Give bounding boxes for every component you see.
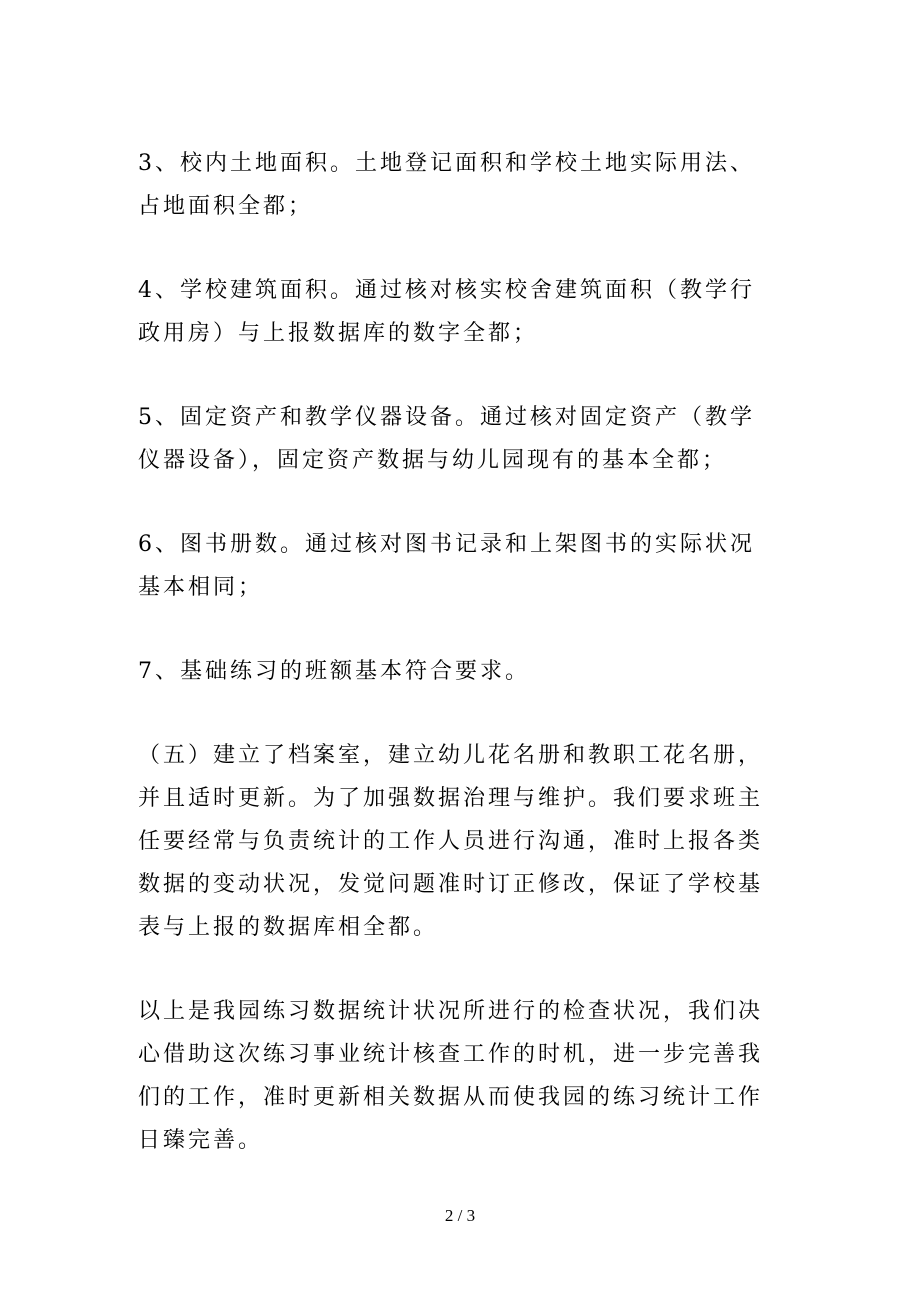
paragraph-item-4: 4、学校建筑面积。通过核对核实校舍建筑面积（教学行政用房）与上报数据库的数字全都； [138, 278, 755, 346]
paragraph-item-3: 3、校内土地面积。土地登记面积和学校土地实际用法、占地面积全都； [138, 151, 755, 219]
document-body [138, 142, 778, 1203]
paragraph-conclusion: 以上是我园练习数据统计状况所进行的检查状况，我们决心借助这次练习事业统计核查工作的时机，进一步完善我们的工作，准时更新相关数据从而使我园的练习统计工作日臻完善。 [138, 999, 764, 1153]
paragraph-item-7: 7、基础练习的班额基本符合要求。 [138, 659, 530, 684]
paragraph-item-6: 6、图书册数。通过核对图书记录和上架图书的实际状况基本相同； [138, 532, 755, 600]
paragraph-section-five: （五）建立了档案室，建立幼儿花名册和教职工花名册，并且适时更新。为了加强数据治理与维护。我们要求班主任要经常与负责统计的工作人员进行沟通，准时上报各类数据的变动状况，发觉问题准时订正修改，保证了学校基表与上报的数据库相全都。 [138, 743, 764, 940]
page-number: 2 / 3 [444, 1206, 476, 1225]
paragraph-item-5: 5、固定资产和教学仪器设备。通过核对固定资产（教学仪器设备），固定资产数据与幼儿园现有的基本全都； [138, 405, 755, 473]
